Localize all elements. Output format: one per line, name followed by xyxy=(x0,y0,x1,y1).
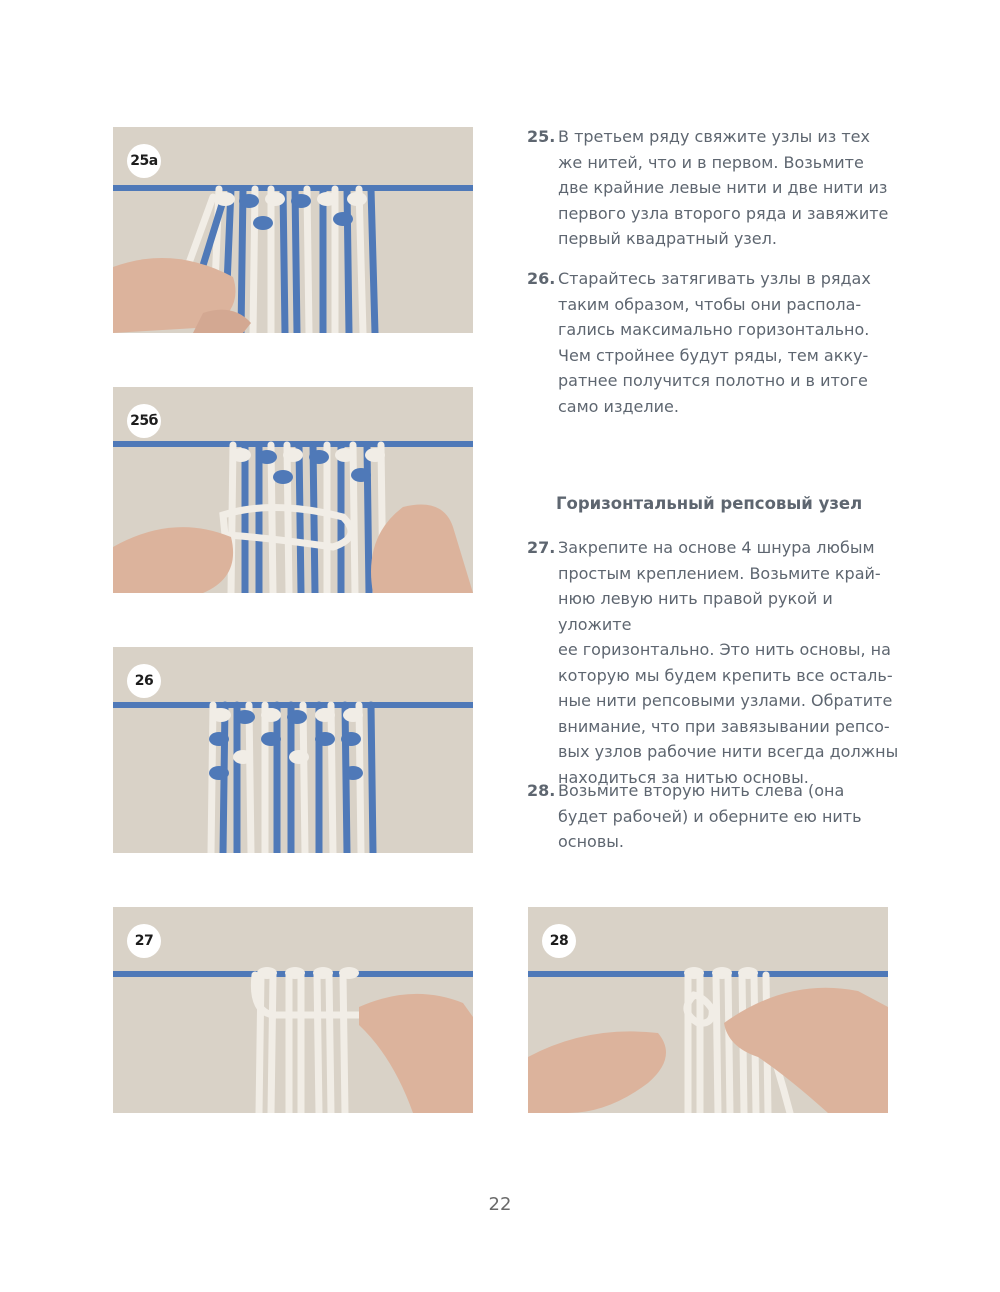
step-line: две крайние левые нити и две нити из xyxy=(558,178,888,197)
step-line: Закрепите на основе 4 шнура любым xyxy=(558,538,875,557)
step-27 xyxy=(527,535,899,790)
step-line: нюю левую нить правой рукой и уложите xyxy=(558,589,833,634)
photo-27-illustration xyxy=(113,907,473,1113)
photo-26-illustration xyxy=(113,647,473,853)
step-line: гались максимально горизонтально. xyxy=(558,320,870,339)
step-text xyxy=(558,124,899,252)
step-line: само изделие. xyxy=(558,396,679,416)
photo-label-badge: 25а xyxy=(127,144,161,178)
step-line: внимание, что при завязывании репсо- xyxy=(558,716,890,736)
step-number: 27. xyxy=(527,538,556,557)
step-line: простым креплением. Возьмите край- xyxy=(558,563,881,583)
step-text xyxy=(558,266,899,419)
step-line: будет рабочей) и оберните ею нить xyxy=(558,806,862,826)
photo-step-25a xyxy=(113,127,473,333)
photo-step-25b xyxy=(113,387,473,593)
step-26 xyxy=(527,266,899,419)
step-line: первый квадратный узел. xyxy=(558,229,777,248)
step-line: же нитей, что и в первом. Возьмите xyxy=(558,152,864,172)
photo-step-27 xyxy=(113,907,473,1113)
step-text xyxy=(558,535,899,790)
photo-step-26 xyxy=(113,647,473,853)
page-number: 22 xyxy=(488,1194,512,1215)
step-line: основы. xyxy=(558,832,624,851)
step-number: 25. xyxy=(527,127,556,146)
photo-label-badge: 27 xyxy=(127,924,161,958)
step-line: ратнее получится полотно и в итоге xyxy=(558,371,868,390)
step-text xyxy=(558,778,899,855)
step-number: 28. xyxy=(527,781,556,800)
photo-label-badge: 25б xyxy=(127,404,161,438)
step-number: 26. xyxy=(527,269,556,288)
step-line: таким образом, чтобы они распола- xyxy=(558,294,862,314)
photo-label-badge: 28 xyxy=(542,924,576,958)
step-line: Старайтесь затягивать узлы в рядах xyxy=(558,269,871,288)
step-28 xyxy=(527,778,899,855)
step-line: первого узла второго ряда и завяжите xyxy=(558,203,889,223)
step-line: В третьем ряду свяжите узлы из тех xyxy=(558,127,870,146)
step-line: вых узлов рабочие нити всегда должны xyxy=(558,742,899,761)
section-subheading: Горизонтальный репсовый узел xyxy=(556,494,863,513)
photo-step-28 xyxy=(528,907,888,1113)
photo-label-badge: 26 xyxy=(127,664,161,698)
step-line: Чем стройнее будут ряды, тем акку- xyxy=(558,345,869,365)
photo-28-illustration xyxy=(528,907,888,1113)
step-line: которую мы будем крепить все осталь- xyxy=(558,665,893,685)
photo-25b-illustration xyxy=(113,387,473,593)
step-line: находиться за нитью основы. xyxy=(558,767,809,787)
step-line: Возьмите вторую нить слева (она xyxy=(558,781,845,800)
step-25 xyxy=(527,124,899,252)
photo-25a-illustration xyxy=(113,127,473,333)
step-line: ные нити репсовыми узлами. Обратите xyxy=(558,691,893,710)
step-line: ее горизонтально. Это нить основы, на xyxy=(558,640,891,659)
